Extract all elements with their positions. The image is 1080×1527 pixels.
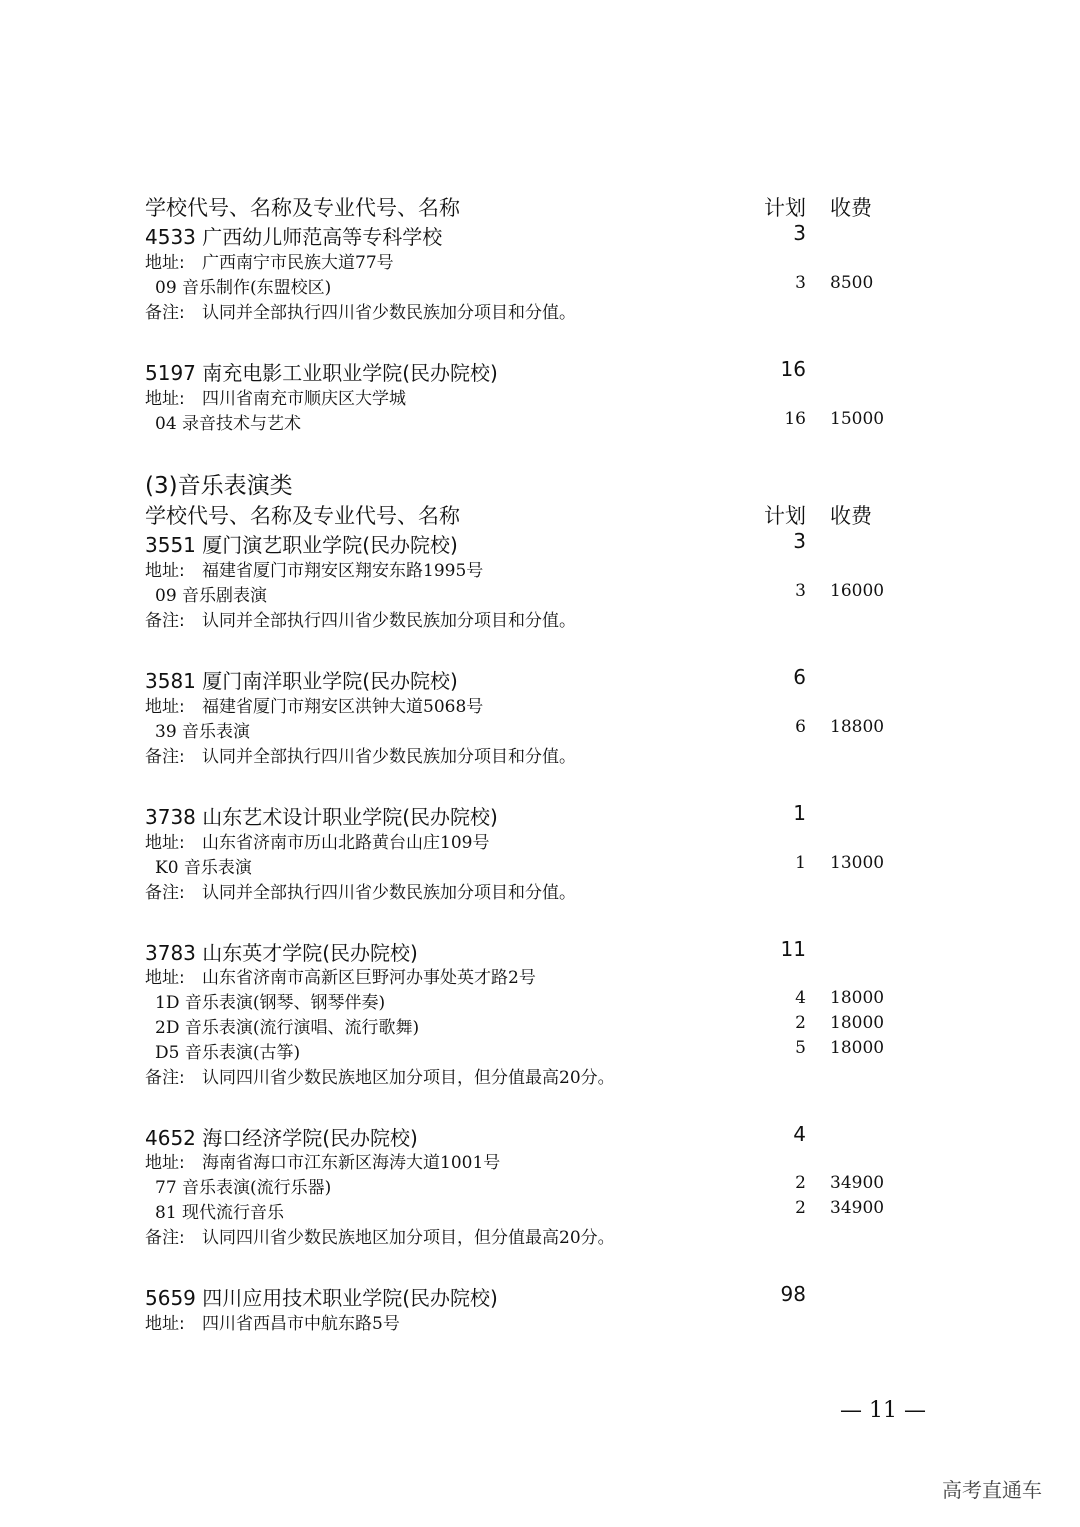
column-header-fee: 收费 [830, 196, 872, 220]
note-label: 备注: [145, 303, 185, 323]
major-plan: 3 [795, 581, 806, 601]
major-name: 09 音乐制作(东盟校区) [155, 278, 332, 298]
school-address: 四川省南充市顺庆区大学城 [202, 389, 406, 409]
section-title: (3)音乐表演类 [145, 473, 293, 499]
school-name: 4533 广西幼儿师范高等专科学校 [145, 225, 443, 249]
school-name: 4652 海口经济学院(民办院校) [145, 1126, 418, 1150]
major-fee: 15000 [830, 409, 885, 429]
note-label: 备注: [145, 747, 185, 767]
major-fee: 18000 [830, 1013, 885, 1033]
school-name: 5197 南充电影工业职业学院(民办院校) [145, 361, 498, 385]
school-name: 3783 山东英才学院(民办院校) [145, 941, 418, 965]
school-name: 3581 厦门南洋职业学院(民办院校) [145, 669, 458, 693]
school-plan-total: 3 [793, 529, 806, 553]
major-fee: 8500 [830, 273, 874, 293]
school-address: 海南省海口市江东新区海涛大道1001号 [202, 1153, 501, 1173]
major-name: 1D 音乐表演(钢琴、钢琴伴奏) [155, 993, 386, 1013]
school-note: 认同四川省少数民族地区加分项目，但分值最高20分。 [202, 1068, 615, 1088]
major-plan: 3 [795, 273, 806, 293]
major-plan: 16 [784, 409, 806, 429]
page-number: — 11 — [840, 1398, 926, 1423]
school-address: 广西南宁市民族大道77号 [202, 253, 394, 273]
school-plan-total: 4 [793, 1122, 806, 1146]
address-label: 地址: [145, 389, 185, 409]
school-name: 5659 四川应用技术职业学院(民办院校) [145, 1286, 498, 1310]
major-fee: 13000 [830, 853, 885, 873]
address-label: 地址: [145, 833, 185, 853]
school-note: 认同并全部执行四川省少数民族加分项目和分值。 [202, 303, 576, 323]
major-plan: 2 [795, 1173, 806, 1193]
column-header-plan: 计划 [764, 504, 806, 528]
major-fee: 18000 [830, 1038, 885, 1058]
major-name: 09 音乐剧表演 [155, 586, 268, 606]
major-name: 2D 音乐表演(流行演唱、流行歌舞) [155, 1018, 420, 1038]
school-plan-total: 11 [780, 937, 806, 961]
column-header-name: 学校代号、名称及专业代号、名称 [145, 504, 460, 528]
address-label: 地址: [145, 253, 185, 273]
note-label: 备注: [145, 611, 185, 631]
major-plan: 4 [795, 988, 806, 1008]
major-name: K0 音乐表演 [155, 858, 252, 878]
address-label: 地址: [145, 1314, 185, 1334]
major-plan: 2 [795, 1013, 806, 1033]
major-name: 39 音乐表演 [155, 722, 251, 742]
column-header-plan: 计划 [764, 196, 806, 220]
school-note: 认同四川省少数民族地区加分项目，但分值最高20分。 [202, 1228, 615, 1248]
school-note: 认同并全部执行四川省少数民族加分项目和分值。 [202, 611, 576, 631]
major-name: 77 音乐表演(流行乐器) [155, 1178, 332, 1198]
major-name: D5 音乐表演(古筝) [155, 1043, 301, 1063]
school-plan-total: 16 [780, 357, 806, 381]
address-label: 地址: [145, 697, 185, 717]
major-name: 81 现代流行音乐 [155, 1203, 285, 1223]
major-fee: 18800 [830, 717, 885, 737]
school-plan-total: 1 [793, 801, 806, 825]
school-note: 认同并全部执行四川省少数民族加分项目和分值。 [202, 747, 576, 767]
school-address: 四川省西昌市中航东路5号 [202, 1314, 400, 1334]
school-address: 福建省厦门市翔安区翔安东路1995号 [202, 561, 484, 581]
school-address: 山东省济南市历山北路黄台山庄109号 [202, 833, 490, 853]
major-plan: 1 [795, 853, 806, 873]
school-address: 福建省厦门市翔安区洪钟大道5068号 [202, 697, 484, 717]
major-plan: 2 [795, 1198, 806, 1218]
school-note: 认同并全部执行四川省少数民族加分项目和分值。 [202, 883, 576, 903]
school-plan-total: 6 [793, 665, 806, 689]
watermark-text: 高考直通车 [942, 1478, 1042, 1502]
school-plan-total: 98 [780, 1282, 806, 1306]
address-label: 地址: [145, 968, 185, 988]
major-fee: 16000 [830, 581, 885, 601]
note-label: 备注: [145, 883, 185, 903]
school-address: 山东省济南市高新区巨野河办事处英才路2号 [202, 968, 536, 988]
note-label: 备注: [145, 1228, 185, 1248]
major-plan: 5 [795, 1038, 806, 1058]
major-name: 04 录音技术与艺术 [155, 414, 302, 434]
major-fee: 18000 [830, 988, 885, 1008]
major-fee: 34900 [830, 1198, 885, 1218]
major-fee: 34900 [830, 1173, 885, 1193]
school-name: 3551 厦门演艺职业学院(民办院校) [145, 533, 458, 557]
note-label: 备注: [145, 1068, 185, 1088]
major-plan: 6 [795, 717, 806, 737]
column-header-name: 学校代号、名称及专业代号、名称 [145, 196, 460, 220]
address-label: 地址: [145, 1153, 185, 1173]
school-plan-total: 3 [793, 221, 806, 245]
address-label: 地址: [145, 561, 185, 581]
school-name: 3738 山东艺术设计职业学院(民办院校) [145, 805, 498, 829]
column-header-fee: 收费 [830, 504, 872, 528]
